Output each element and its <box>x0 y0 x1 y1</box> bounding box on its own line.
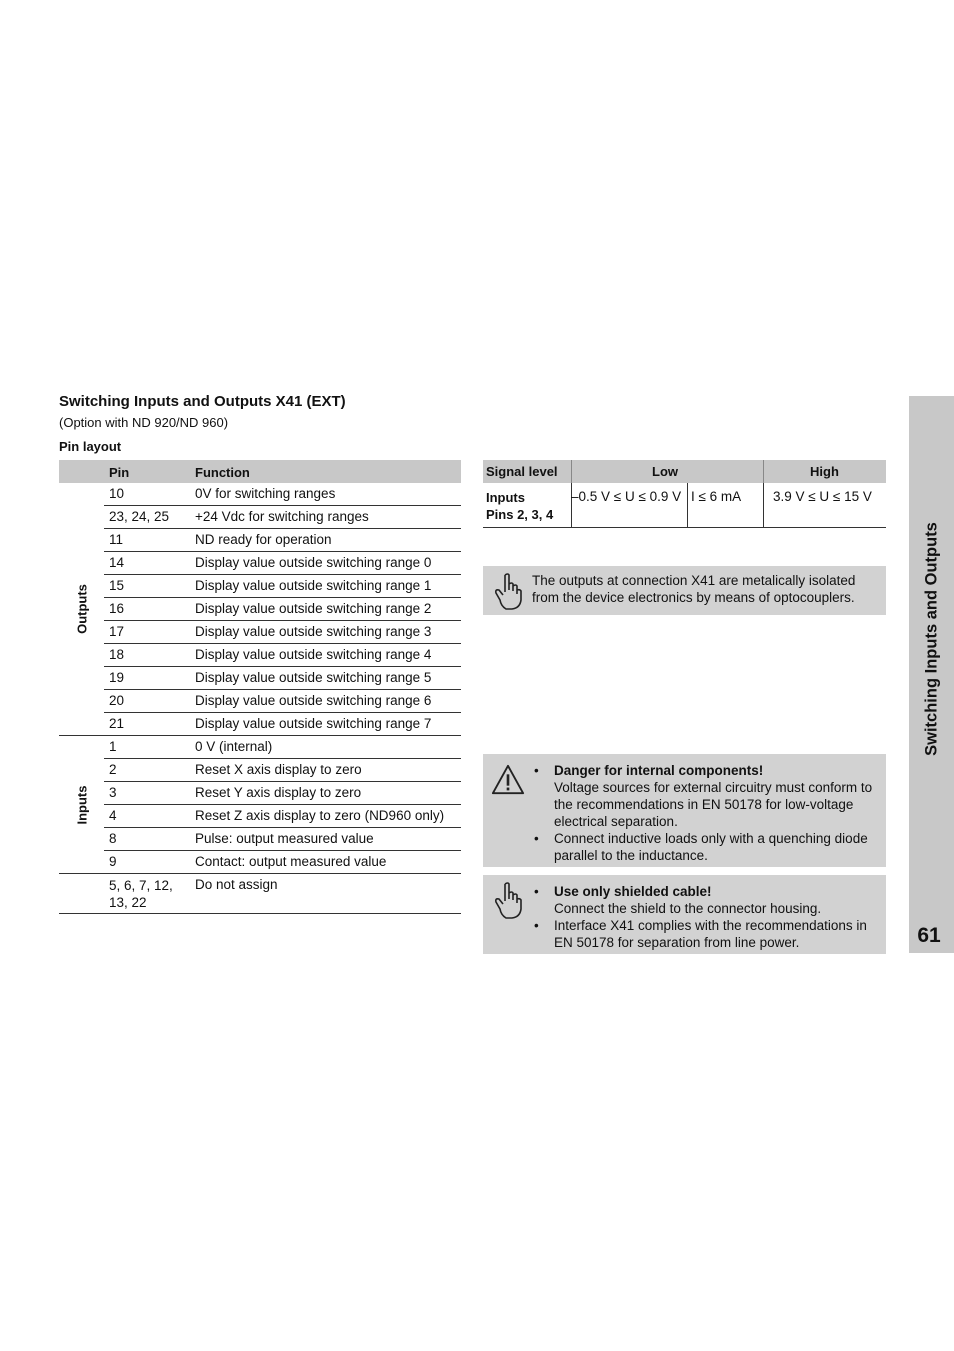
table-row <box>104 828 461 851</box>
pin-function: Display value outside switching range 7 <box>195 716 432 731</box>
hand-pointer-icon <box>491 572 525 612</box>
table-row <box>104 736 461 759</box>
table-row <box>104 506 461 529</box>
outputs-group <box>59 483 461 736</box>
cable-item-2 <box>532 917 880 951</box>
pin-function: Reset Z axis display to zero (ND960 only) <box>195 808 445 823</box>
table-row <box>104 713 461 735</box>
pin-function: ND ready for operation <box>195 532 332 547</box>
pin-number: 14 <box>109 555 125 570</box>
pin-number: 11 <box>109 532 124 547</box>
cable-note <box>483 875 886 954</box>
pin-function: Display value outside switching range 3 <box>195 624 432 639</box>
danger-item-2 <box>532 830 880 864</box>
signal-table-row <box>483 483 886 528</box>
danger-note <box>483 754 886 867</box>
pin-function: Reset Y axis display to zero <box>195 785 362 800</box>
function-column-header: Function <box>195 465 250 480</box>
signal-row-label-line2: Pins 2, 3, 4 <box>486 507 554 522</box>
signal-level-header: Signal level <box>486 464 558 479</box>
low-voltage-value: –0.5 V ≤ U ≤ 0.9 V <box>571 489 682 504</box>
pin-number: 19 <box>109 670 125 685</box>
pin-function: Reset X axis display to zero <box>195 762 362 777</box>
table-row <box>104 552 461 575</box>
table-row <box>104 644 461 667</box>
cable-item-1-text: Connect the shield to the connector housing. <box>554 901 822 916</box>
chapter-title: Switching Inputs and Outputs <box>922 522 940 756</box>
pin-number: 16 <box>109 601 125 616</box>
pin-number: 15 <box>109 578 125 593</box>
pin-function: Display value outside switching range 6 <box>195 693 432 708</box>
pin-function: Display value outside switching range 2 <box>195 601 432 616</box>
table-row <box>104 851 461 873</box>
pin-function: Contact: output measured value <box>195 854 387 869</box>
table-row <box>104 483 461 506</box>
pin-function: Display value outside switching range 5 <box>195 670 432 685</box>
pin-number: 2 <box>109 762 117 777</box>
inputs-group-label <box>59 736 104 873</box>
high-voltage-value: 3.9 V ≤ U ≤ 15 V <box>773 489 872 504</box>
table-row <box>104 575 461 598</box>
pin-function: Display value outside switching range 0 <box>195 555 432 570</box>
signal-row-label <box>486 489 553 523</box>
warning-triangle-icon <box>491 760 525 800</box>
table-row <box>104 598 461 621</box>
pin-function: +24 Vdc for switching ranges <box>195 509 369 524</box>
signal-table-header <box>483 460 886 483</box>
isolation-note-text: The outputs at connection X41 are metalically isolated from the device electronics by means of optocouplers. <box>532 573 856 605</box>
pin-function: Display value outside switching range 1 <box>195 578 432 593</box>
inputs-group <box>59 736 461 874</box>
table-row <box>104 690 461 713</box>
inputs-label: Inputs <box>74 785 89 824</box>
pin-number: 8 <box>109 831 117 846</box>
outputs-group-label <box>59 483 104 735</box>
danger-item-1-text: Voltage sources for external circuitry must conform to the recommendations in EN 50178 for low-voltage electrical separation. <box>554 780 873 829</box>
isolation-note <box>483 566 886 615</box>
pin-function: Pulse: output measured value <box>195 831 374 846</box>
cable-item-1-title: Use only shielded cable! <box>554 884 712 899</box>
table-row <box>104 782 461 805</box>
pin-number: 18 <box>109 647 125 662</box>
unassigned-function: Do not assign <box>195 877 278 892</box>
pin-number: 10 <box>109 486 125 501</box>
table-row <box>104 667 461 690</box>
low-header: Low <box>652 464 678 479</box>
pin-layout-table <box>59 460 461 914</box>
danger-item-1 <box>532 762 880 830</box>
low-current-value: I ≤ 6 mA <box>691 489 742 504</box>
pin-number: 17 <box>109 624 125 639</box>
cable-item-1 <box>532 883 880 917</box>
pin-number: 4 <box>109 808 117 823</box>
chapter-side-tab <box>909 396 954 953</box>
pin-number: 9 <box>109 854 117 869</box>
section-title: Switching Inputs and Outputs X41 (EXT) <box>59 393 346 410</box>
pin-table-header <box>59 460 461 483</box>
pin-number: 23, 24, 25 <box>109 509 170 524</box>
section-subtitle: (Option with ND 920/ND 960) <box>59 415 229 430</box>
table-row <box>104 529 461 552</box>
danger-item-1-title: Danger for internal components! <box>554 763 764 778</box>
table-row <box>104 805 461 828</box>
pin-function: 0 V (internal) <box>195 739 273 754</box>
pin-layout-heading: Pin layout <box>59 439 122 454</box>
outputs-label: Outputs <box>74 584 89 634</box>
pin-number: 1 <box>109 739 117 754</box>
unassigned-pins: 5, 6, 7, 12, 13, 22 <box>109 878 173 910</box>
table-row <box>104 621 461 644</box>
high-header: High <box>810 464 839 479</box>
table-row <box>104 759 461 782</box>
signal-row-label-line1: Inputs <box>486 490 525 505</box>
unassigned-pins-row <box>59 874 461 914</box>
pin-column-header: Pin <box>109 465 130 480</box>
pin-number: 20 <box>109 693 125 708</box>
hand-pointer-icon <box>491 881 525 921</box>
pin-number: 3 <box>109 785 117 800</box>
cable-item-2-text: Interface X41 complies with the recommendations in EN 50178 for separation from line power. <box>554 918 867 950</box>
page-number: 61 <box>917 924 941 947</box>
pin-number: 21 <box>109 716 125 731</box>
signal-level-table <box>483 460 886 528</box>
pin-function: Display value outside switching range 4 <box>195 647 432 662</box>
danger-item-2-text: Connect inductive loads only with a quenching diode parallel to the inductance. <box>554 831 868 863</box>
pin-function: 0V for switching ranges <box>195 486 336 501</box>
